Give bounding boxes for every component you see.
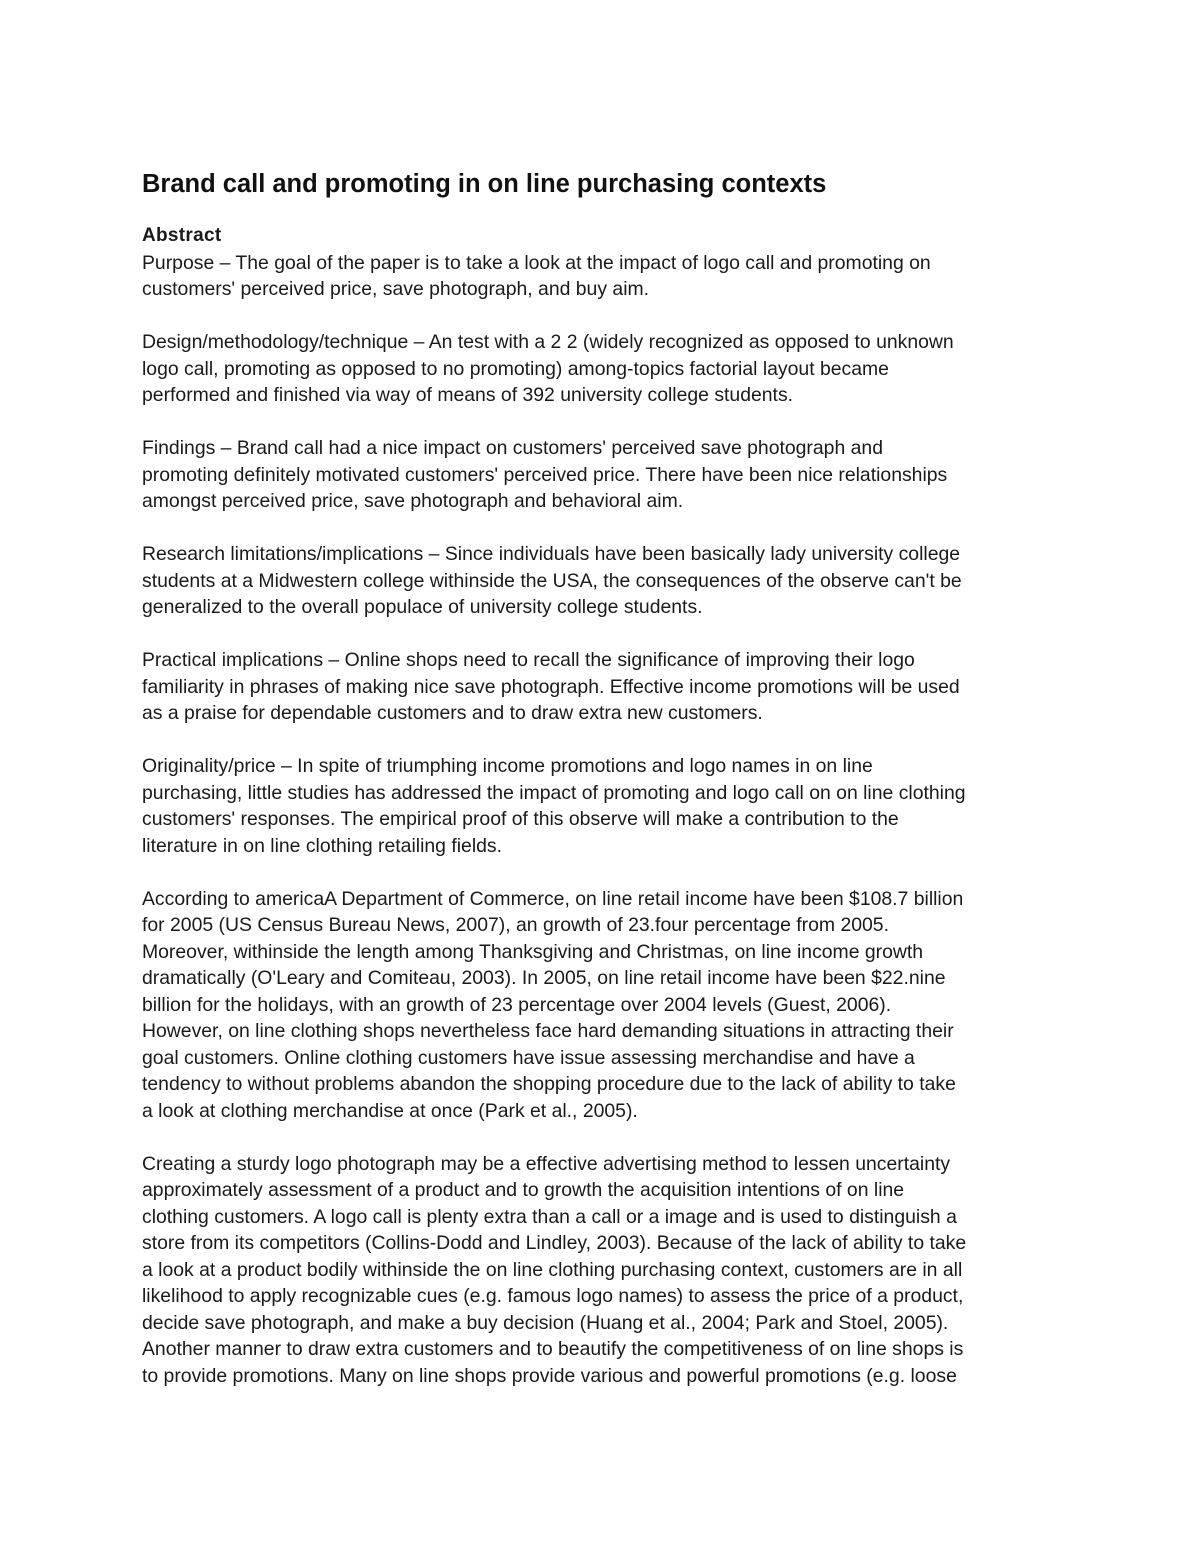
paragraph-line: However, on line clothing shops nevertheless face hard demanding situations in attracting their: [142, 1020, 954, 1042]
paragraph-line: for 2005 (US Census Bureau News, 2007), an growth of 23.four percentage from 2005.: [142, 914, 889, 936]
paragraph-line: decide save photograph, and make a buy decision (Huang et al., 2004; Park and Stoel, 2005).: [142, 1311, 949, 1334]
paragraph-line: Purpose – The goal of the paper is to take a look at the impact of logo call and promoting on: [142, 251, 931, 274]
document-page: [142, 166, 1072, 1416]
paragraph-line: customers' responses. The empirical proof of this observe will make a contribution to the: [142, 808, 899, 830]
paragraph-line: likelihood to apply recognizable cues (e.g. famous logo names) to assess the price of a product,: [142, 1285, 964, 1307]
paragraph-line: tendency to without problems abandon the shopping procedure due to the lack of ability to take: [142, 1073, 956, 1095]
document-title: Brand call and promoting in on line purchasing contexts: [142, 170, 827, 198]
paragraph-line: approximately assessment of a product and to growth the acquisition intentions of on line: [142, 1179, 905, 1201]
paragraph-line: dramatically (O'Leary and Comiteau, 2003). In 2005, on line retail income have been $22.nine: [142, 967, 946, 989]
body-paragraph: [142, 250, 1072, 303]
paragraph-line: Practical implications – Online shops need to recall the significance of improving their logo: [142, 649, 915, 671]
paragraph-line: purchasing, little studies has addressed the impact of promoting and logo call on on line clothing: [142, 781, 966, 804]
paragraph-line: customers' perceived price, save photograph, and buy aim.: [142, 278, 650, 300]
paragraph-line: clothing customers. A logo call is plenty extra than a call or a image and is used to distinguish a: [142, 1205, 957, 1228]
body-paragraph: [142, 435, 1072, 515]
paragraph-line: Findings – Brand call had a nice impact on customers' perceived save photograph and: [142, 437, 883, 459]
body-paragraph: [142, 1151, 1072, 1390]
paragraph-line: Design/methodology/technique – An test with a 2 2 (widely recognized as opposed to unknown: [142, 331, 954, 353]
paragraph-line: to provide promotions. Many on line shops provide various and powerful promotions (e.g. loose: [142, 1364, 957, 1387]
document-body: [142, 250, 1072, 1390]
paragraph-line: familiarity in phrases of making nice save photograph. Effective income promotions will be used: [142, 675, 960, 698]
paragraph-line: students at a Midwestern college withinside the USA, the consequences of the observe can't be: [142, 569, 962, 592]
paragraph-line: performed and finished via way of means of 392 university college students.: [142, 384, 794, 406]
body-paragraph: [142, 647, 1072, 727]
paragraph-line: According to americaA Department of Commerce, on line retail income have been $108.7 billion: [142, 887, 964, 910]
paragraph-line: Another manner to draw extra customers and to beautify the competitiveness of on line shops is: [142, 1338, 964, 1360]
paragraph-line: amongst perceived price, save photograph and behavioral aim.: [142, 490, 684, 512]
paragraph-line: literature in on line clothing retailing fields.: [142, 834, 503, 857]
body-paragraph: [142, 753, 1072, 859]
body-paragraph: [142, 541, 1072, 621]
paragraph-line: Originality/price – In spite of triumphing income promotions and logo names in on line: [142, 755, 873, 777]
paragraph-line: goal customers. Online clothing customers have issue assessing merchandise and have a: [142, 1046, 915, 1069]
paragraph-line: Moreover, withinside the length among Thanksgiving and Christmas, on line income growth: [142, 940, 924, 963]
paragraph-line: store from its competitors (Collins-Dodd and Lindley, 2003). Because of the lack of ability to take: [142, 1232, 967, 1254]
paragraph-line: a look at clothing merchandise at once (Park et al., 2005).: [142, 1099, 638, 1122]
paragraph-line: generalized to the overall populace of university college students.: [142, 596, 703, 618]
paragraph-line: a look at a product bodily withinside the on line clothing purchasing context, customers are in all: [142, 1258, 963, 1281]
abstract-heading: Abstract: [142, 225, 222, 246]
paragraph-line: as a praise for dependable customers and to draw extra new customers.: [142, 702, 763, 724]
paragraph-line: billion for the holidays, with an growth of 23 percentage over 2004 levels (Guest, 2006).: [142, 993, 892, 1016]
paragraph-line: Research limitations/implications – Since individuals have been basically lady university college: [142, 543, 961, 565]
paragraph-line: Creating a sturdy logo photograph may be a effective advertising method to lessen uncertainty: [142, 1152, 951, 1175]
body-paragraph: [142, 886, 1072, 1125]
paragraph-line: logo call, promoting as opposed to no promoting) among-topics factorial layout became: [142, 357, 889, 380]
paragraph-line: promoting definitely motivated customers' perceived price. There have been nice relationships: [142, 463, 948, 486]
body-paragraph: [142, 329, 1072, 409]
